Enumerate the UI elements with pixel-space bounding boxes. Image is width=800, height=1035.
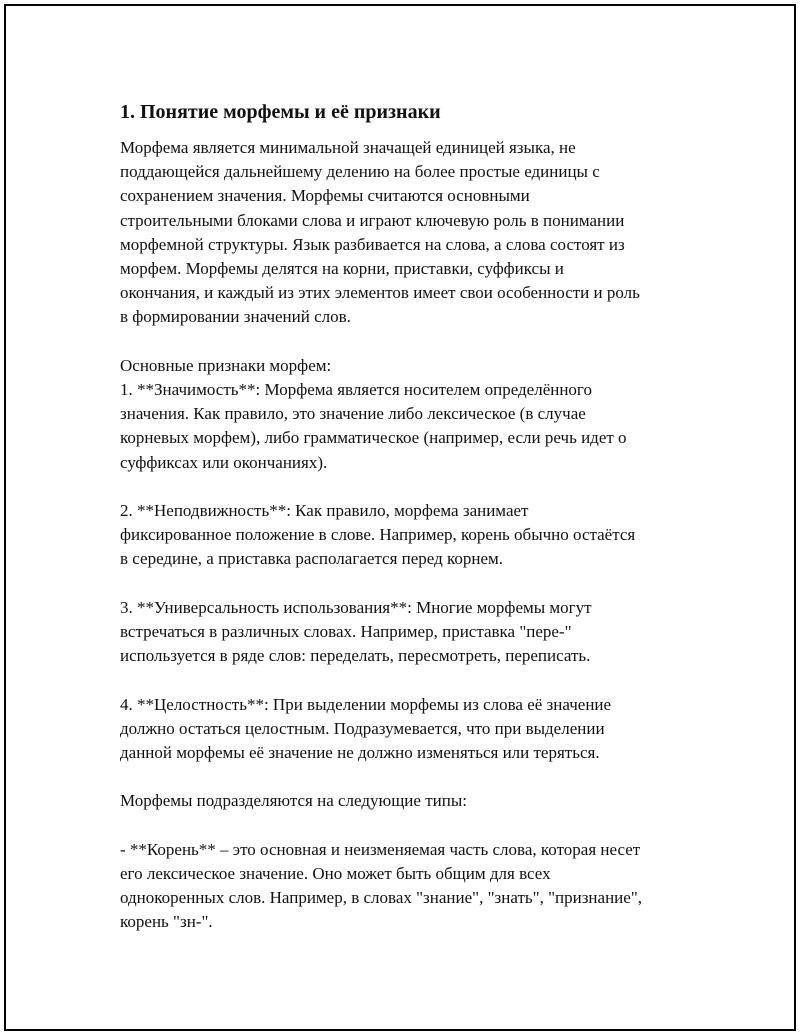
text-line: в середине, а приставка располагается перед корнем. bbox=[120, 549, 504, 569]
text-line: однокоренных слов. Например, в словах "знание", "знать", "признание", bbox=[120, 888, 643, 908]
text-line: суффиксах или окончаниях). bbox=[120, 452, 328, 472]
text-line: Морфема является минимальной значащей единицей языка, не bbox=[120, 138, 576, 157]
text-line: корень "зн-". bbox=[120, 912, 213, 932]
text-line: - **Корень** – это основная и неизменяемая часть слова, которая несет bbox=[120, 839, 641, 859]
section-heading: 1. Понятие морфемы и её признаки bbox=[120, 101, 441, 123]
paragraph-features bbox=[120, 354, 700, 475]
text-line: поддающейся дальнейшему делению на более простые единицы с bbox=[120, 162, 600, 182]
text-line: морфемной структуры. Язык разбивается на слова, а слова состоят из bbox=[120, 234, 625, 254]
paragraph-spacer bbox=[120, 668, 700, 692]
paragraph-feature-3 bbox=[120, 596, 700, 669]
document-body bbox=[120, 98, 700, 935]
text-line: используется в ряде слов: переделать, пересмотреть, переписать. bbox=[120, 646, 591, 666]
text-line: значения. Как правило, это значение либо лексическое (в случае bbox=[120, 404, 586, 424]
text-line: данной морфемы её значение не должно изменяться или теряться. bbox=[120, 743, 600, 763]
features-intro: Основные признаки морфем: bbox=[120, 355, 332, 375]
paragraph-definition bbox=[120, 136, 700, 330]
paragraph-spacer bbox=[120, 572, 700, 596]
text-line: сохранением значения. Морфемы считаются основными bbox=[120, 186, 530, 206]
text-line: окончания, и каждый из этих элементов имеет свои особенности и роль bbox=[120, 283, 640, 303]
text-line: 3. **Универсальность использования**: Многие морфемы могут bbox=[120, 597, 592, 617]
text-line: строительными блоками слова и играют ключевую роль в понимании bbox=[120, 210, 625, 230]
text-line: морфем. Морфемы делятся на корни, приставки, суффиксы и bbox=[120, 259, 564, 279]
text-line: 1. **Значимость**: Морфема является носителем определённого bbox=[120, 380, 592, 400]
paragraph-spacer bbox=[120, 330, 700, 354]
page-frame bbox=[4, 4, 796, 1031]
paragraph-spacer bbox=[120, 814, 700, 838]
text-line: фиксированное положение в слове. Например, корень обычно остаётся bbox=[120, 525, 636, 545]
paragraph-spacer bbox=[120, 475, 700, 499]
paragraph-feature-2 bbox=[120, 499, 700, 572]
text-line: корневых морфем), либо грамматическое (например, если речь идет о bbox=[120, 428, 627, 448]
paragraph-spacer bbox=[120, 765, 700, 789]
types-intro: Морфемы подразделяются на следующие типы: bbox=[120, 791, 467, 811]
text-line: 4. **Целостность**: При выделении морфемы из слова её значение bbox=[120, 694, 612, 714]
paragraph-type-root bbox=[120, 838, 700, 935]
text-line: его лексическое значение. Оно может быть общим для всех bbox=[120, 864, 551, 883]
text-line: 2. **Неподвижность**: Как правило, морфема занимает bbox=[120, 501, 529, 521]
text-line: встречаться в различных словах. Например, приставка "пере-" bbox=[120, 622, 572, 642]
paragraph-feature-4 bbox=[120, 693, 700, 766]
text-line: в формировании значений слов. bbox=[120, 307, 351, 327]
text-line: должно остаться целостным. Подразумевается, что при выделении bbox=[120, 718, 605, 738]
